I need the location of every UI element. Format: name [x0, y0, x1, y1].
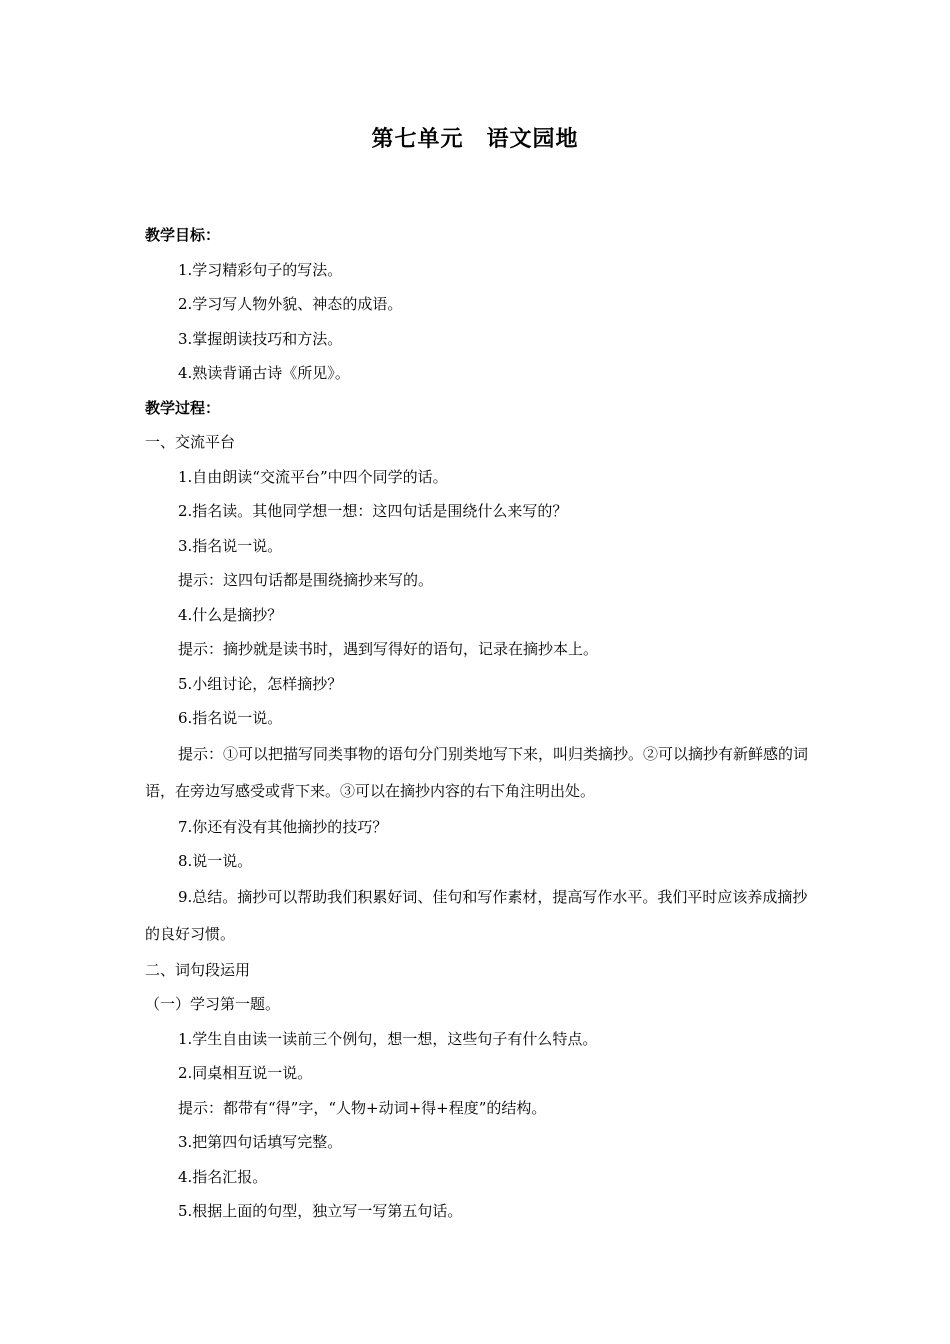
tip-line: 提示：这四句话都是围绕摘抄来写的。 — [178, 571, 434, 589]
step-line: 6.指名说一说。 — [178, 709, 283, 727]
step-line: 2.指名读。其他同学想一想：这四句话是围绕什么来写的？ — [178, 502, 568, 520]
step-line: 2.同桌相互说一说。 — [178, 1064, 313, 1082]
sub-heading: （一）学习第一题。 — [145, 995, 281, 1013]
section-heading: 一、交流平台 — [145, 433, 236, 451]
document-body — [145, 218, 810, 1229]
step-line: 5.根据上面的句型，独立写一写第五句话。 — [178, 1202, 463, 1220]
summary-paragraph: 9.总结。摘抄可以帮助我们积累好词、佳句和写作素材，提高写作水平。我们平时应该养成摘抄的良好习惯。 — [145, 887, 808, 943]
step-line: 3.把第四句话填写完整。 — [178, 1133, 343, 1151]
goal-item: 3.掌握朗读技巧和方法。 — [178, 329, 343, 348]
tip-line: 提示：摘抄就是读书时，遇到写得好的语句，记录在摘抄本上。 — [178, 640, 599, 658]
step-line: 1.学生自由读一读前三个例句，想一想，这些句子有什么特点。 — [178, 1029, 598, 1048]
step-line: 8.说一说。 — [178, 852, 253, 870]
step-line: 7.你还有没有其他摘抄的技巧？ — [178, 817, 388, 836]
step-line: 5.小组讨论，怎样摘抄？ — [178, 674, 343, 693]
process-heading: 教学过程： — [145, 398, 221, 417]
step-line: 3.指名说一说。 — [178, 536, 283, 555]
goal-item: 2.学习写人物外貌、神态的成语。 — [178, 295, 403, 313]
tip-paragraph: 提示：①可以把描写同类事物的语句分门别类地写下来，叫归类摘抄。②可以摘抄有新鲜感的词语，在旁边写感受或背下来。③可以在摘抄内容的右下角注明出处。 — [145, 744, 809, 800]
step-line: 4.什么是摘抄？ — [178, 605, 283, 624]
step-line: 1.自由朗读“交流平台”中四个同学的话。 — [178, 467, 448, 486]
goals-heading: 教学目标： — [145, 226, 221, 244]
goal-item: 4.熟读背诵古诗《所见》。 — [178, 364, 350, 382]
goal-item: 1.学习精彩句子的写法。 — [178, 260, 343, 279]
step-line: 4.指名汇报。 — [178, 1167, 268, 1186]
tip-line: 提示：都带有“得”字，“人物+动词+得+程度”的结构。 — [178, 1098, 547, 1117]
section-heading: 二、词句段运用 — [145, 960, 251, 979]
page-title: 第七单元 语文园地 — [371, 127, 579, 152]
